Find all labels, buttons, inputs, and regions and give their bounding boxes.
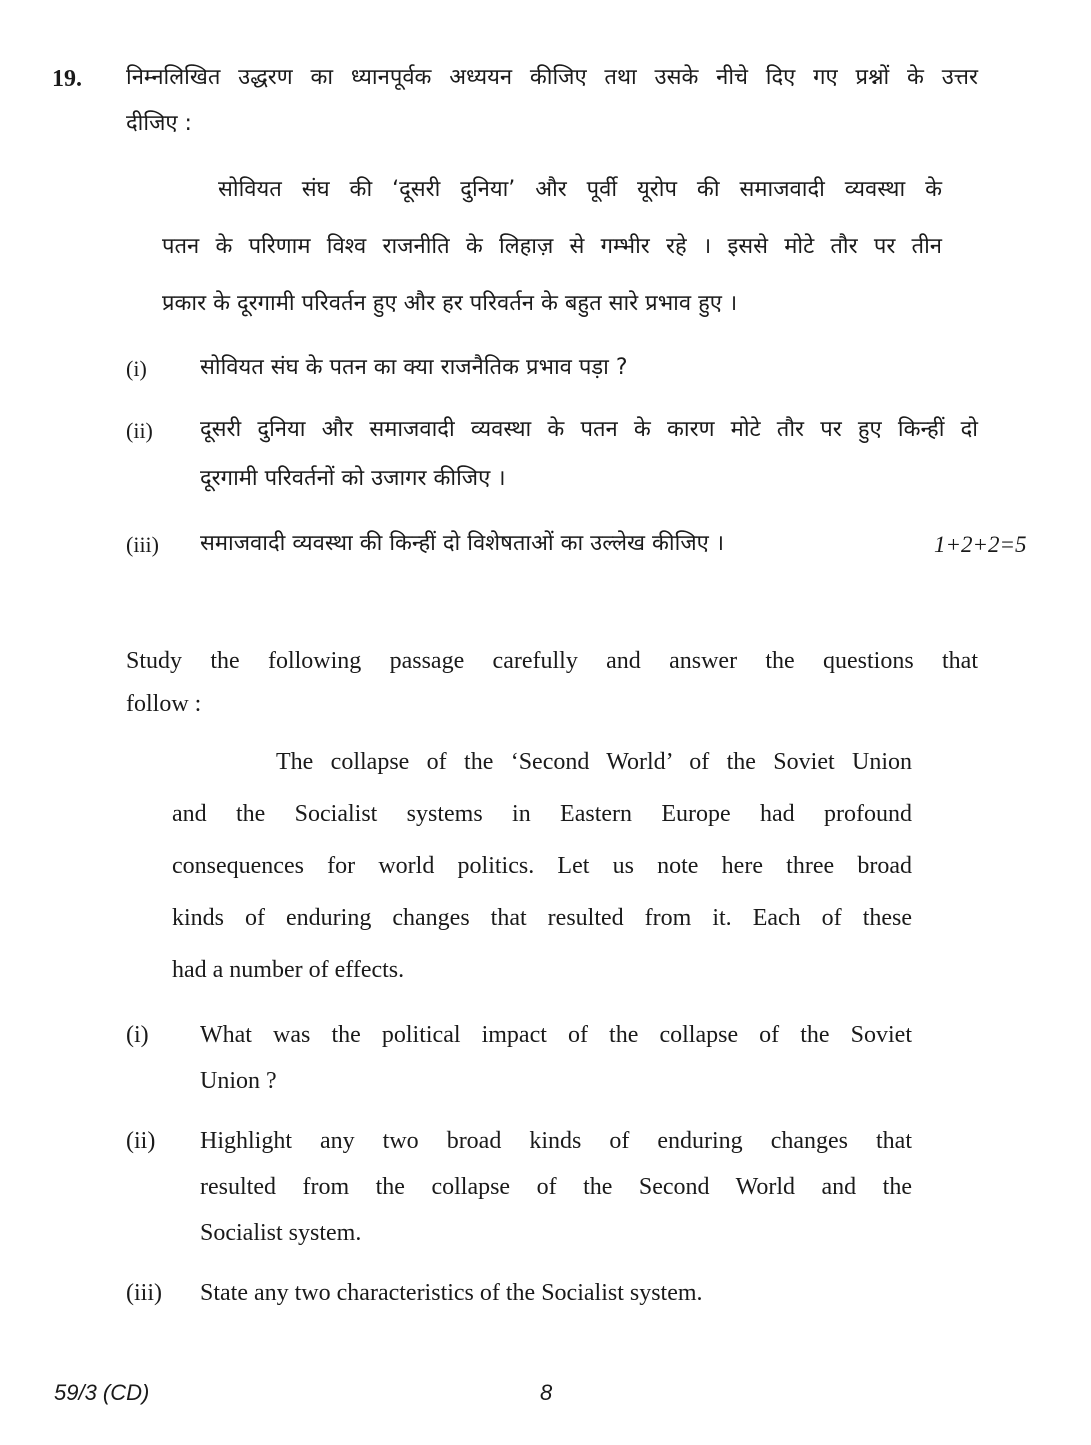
english-question-ii-line-2: resulted from the collapse of the Second World and the bbox=[200, 1174, 912, 1200]
hindi-passage-line-3: प्रकार के दूरगामी परिवर्तन हुए और हर परिवर्तन के बहुत सारे प्रभाव हुए । bbox=[162, 291, 738, 316]
english-passage-line-4: kinds of enduring changes that resulted from it. Each of these bbox=[172, 905, 912, 931]
english-question-ii-line-1: Highlight any two broad kinds of enduring changes that bbox=[200, 1128, 912, 1154]
english-question-label-i: (i) bbox=[126, 1022, 149, 1048]
hindi-question-ii-line-1: दूसरी दुनिया और समाजवादी व्यवस्था के पतन के कारण मोटे तौर पर हुए किन्हीं दो bbox=[200, 417, 978, 442]
question-number: 19. bbox=[52, 66, 82, 92]
english-question-i-line-2: Union ? bbox=[200, 1068, 277, 1094]
marks-allocation: 1+2+2=5 bbox=[934, 532, 1027, 557]
english-passage-line-5: had a number of effects. bbox=[172, 957, 405, 983]
english-question-i-line-1: What was the political impact of the collapse of the Soviet bbox=[200, 1022, 912, 1048]
english-instruction-line-1: Study the following passage carefully and answer the questions that bbox=[126, 648, 978, 674]
hindi-question-iii: समाजवादी व्यवस्था की किन्हीं दो विशेषताओं का उल्लेख कीजिए । bbox=[200, 531, 725, 556]
paper-code: 59/3 (CD) bbox=[54, 1380, 150, 1405]
hindi-instruction-line-1: निम्नलिखित उद्धरण का ध्यानपूर्वक अध्ययन कीजिए तथा उसके नीचे दिए गए प्रश्नों के उत्तर bbox=[126, 65, 978, 90]
hindi-question-label-ii: (ii) bbox=[126, 418, 153, 443]
hindi-passage-line-2: पतन के परिणाम विश्व राजनीति के लिहाज़ से गम्भीर रहे । इससे मोटे तौर पर तीन bbox=[162, 234, 942, 259]
english-passage-line-1: The collapse of the ‘Second World’ of the Soviet Union bbox=[276, 749, 912, 775]
hindi-question-label-i: (i) bbox=[126, 356, 147, 381]
english-question-label-ii: (ii) bbox=[126, 1128, 156, 1154]
page-number: 8 bbox=[540, 1380, 553, 1405]
hindi-question-i: सोवियत संघ के पतन का क्या राजनैतिक प्रभाव पड़ा ? bbox=[200, 355, 628, 380]
english-passage-line-3: consequences for world politics. Let us note here three broad bbox=[172, 853, 912, 879]
hindi-instruction-line-2: दीजिए : bbox=[126, 111, 192, 136]
english-question-ii-line-3: Socialist system. bbox=[200, 1220, 362, 1246]
english-question-label-iii: (iii) bbox=[126, 1280, 162, 1306]
english-passage-line-2: and the Socialist systems in Eastern Europe had profound bbox=[172, 801, 912, 827]
english-instruction-line-2: follow : bbox=[126, 691, 202, 717]
hindi-question-ii-line-2: दूरगामी परिवर्तनों को उजागर कीजिए । bbox=[200, 466, 506, 491]
hindi-question-label-iii: (iii) bbox=[126, 532, 159, 557]
english-question-iii: State any two characteristics of the Socialist system. bbox=[200, 1280, 703, 1306]
hindi-passage-line-1: सोवियत संघ की ‘दूसरी दुनिया’ और पूर्वी यूरोप की समाजवादी व्यवस्था के bbox=[218, 177, 942, 202]
